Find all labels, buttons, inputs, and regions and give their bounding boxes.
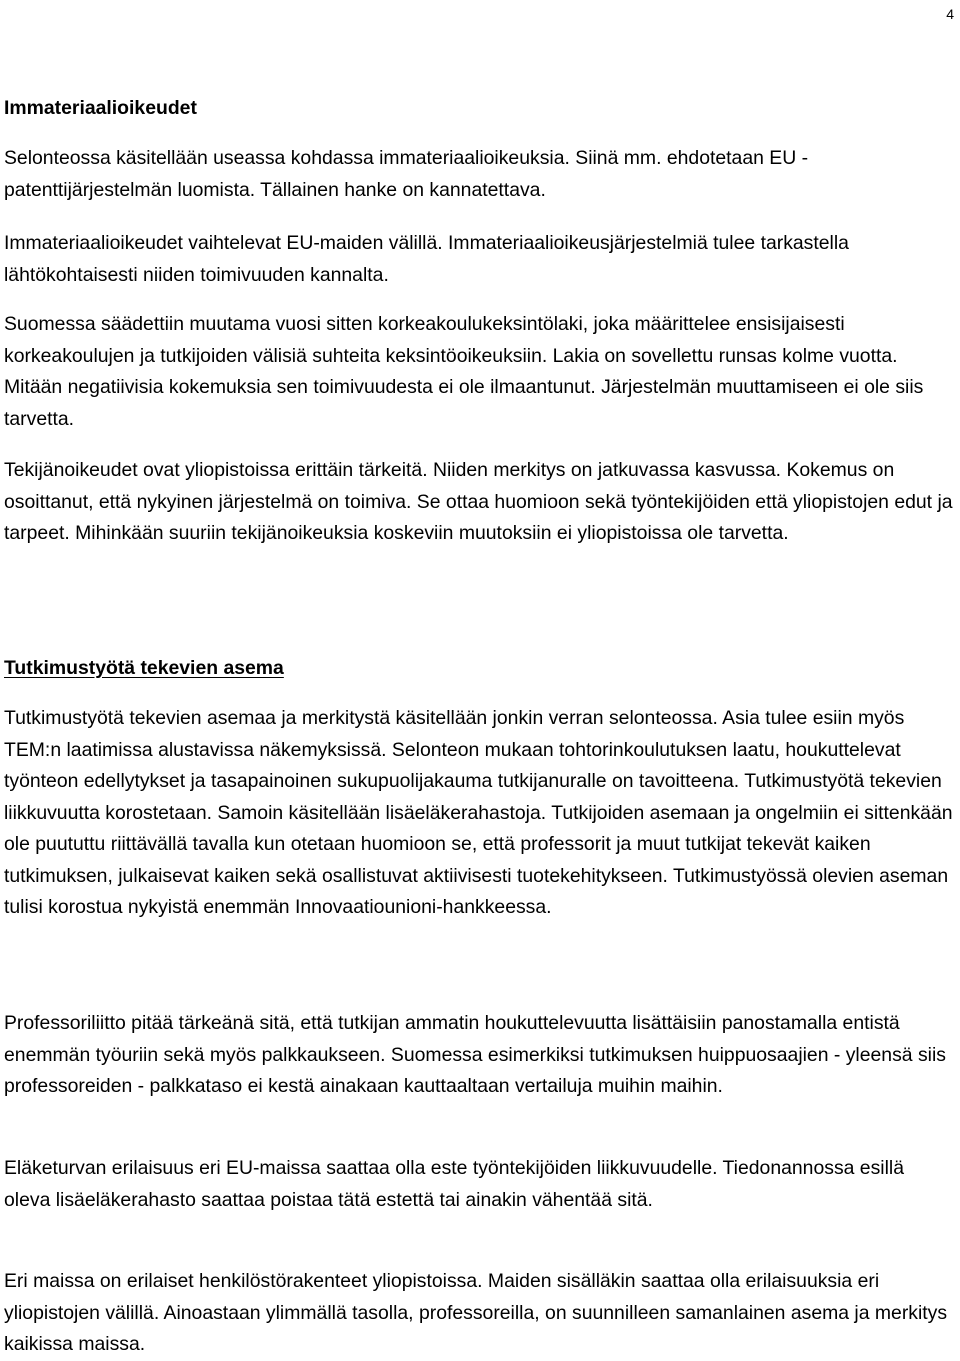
page-number: 4 — [946, 6, 954, 22]
paragraph: Eri maissa on erilaiset henkilöstörakenteet yliopistoissa. Maiden sisälläkin saattaa olla erilaisuuksia eri yliopistojen välillä. Ainoastaan ylimmällä tasolla, professoreilla, on suunnilleen samanlainen asema ja merkitys kaikissa maissa. — [4, 1270, 948, 1355]
paragraph: Tekijänoikeudet ovat yliopistoissa erittäin tärkeitä. Niiden merkitys on jatkuvassa kasvussa. Kokemus on osoittanut, että nykyinen järjestelmä on toimiva. Se ottaa huomioon sekä työntekijöiden että yliopistojen edut ja tarpeet. Mihinkään suuriin tekijänoikeuksia koskeviin muutoksiin ei yliopistoissa ole tarvetta. — [4, 459, 953, 544]
paragraph: Tutkimustyötä tekevien asemaa ja merkitystä käsitellään jonkin verran selonteossa. Asia tulee esiin myös TEM:n laatimissa alustavissa näkemyksissä. Selonteon mukaan tohtorinkoulutuksen laatu, houkuttelevat työnteon edellytykset ja tasapainoinen sukupuolijakauma tutkijanuralle on tavoitteena. Tutkimustyötä tekevien liikkuvuutta korostetaan. Samoin käsitellään lisäeläkerahastoja. Tutkijoiden asemaan ja ongelmiin ei sittenkään ole puututtu riittävällä tavalla kun otetaan huomioon se, että professorit ja muut tutkijat tekevät kaiken tutkimuksen, julkaisevat kaiken sekä osallistuvat aktiivisesti tuotekehitykseen. Tutkimustyössä olevien aseman tulisi korostua nykyistä enemmän Innovaatiounioni-hankkeessa. — [4, 707, 953, 918]
paragraph: Suomessa säädettiin muutama vuosi sitten korkeakoulukeksintölaki, joka määrittelee ensisijaisesti korkeakoulujen ja tutkijoiden välisiä suhteita keksintöoikeuksiin. Lakia on sovellettu runsas kolme vuotta. Mitään negatiivisia kokemuksia sen toimivuudesta ei ole ilmaantunut. Järjestelmän muuttamiseen ei ole siis tarvetta. — [4, 313, 924, 430]
paragraph: Eläketurvan erilaisuus eri EU-maissa saattaa olla este työntekijöiden liikkuvuudelle. Tiedonannossa esillä oleva lisäeläkerahasto saattaa poistaa tätä estettä tai ainakin vähentää sitä. — [4, 1157, 904, 1211]
section-heading-tutkimustyota-tekevien-asema: Tutkimustyötä tekevien asema — [4, 657, 284, 679]
section-heading-immateriaalioikeudet: Immateriaalioikeudet — [4, 97, 197, 119]
paragraph: Immateriaalioikeudet vaihtelevat EU-maiden välillä. Immateriaalioikeusjärjestelmiä tulee tarkastella lähtökohtaisesti niiden toimivuuden kannalta. — [4, 232, 849, 286]
paragraph: Professoriliitto pitää tärkeänä sitä, että tutkijan ammatin houkuttelevuutta lisättäisiin panostamalla entistä enemmän työuriin sekä myös palkkaukseen. Suomessa esimerkiksi tutkimuksen huippuosaajien - yleensä siis professoreiden - palkkataso ei kestä ainakaan kauttaaltaan vertailuja muihin maihin. — [4, 1012, 946, 1097]
paragraph: Selonteossa käsitellään useassa kohdassa immateriaalioikeuksia. Siinä mm. ehdotetaan EU -patenttijärjestelmän luomista. Tällainen hanke on kannatettava. — [4, 147, 809, 201]
